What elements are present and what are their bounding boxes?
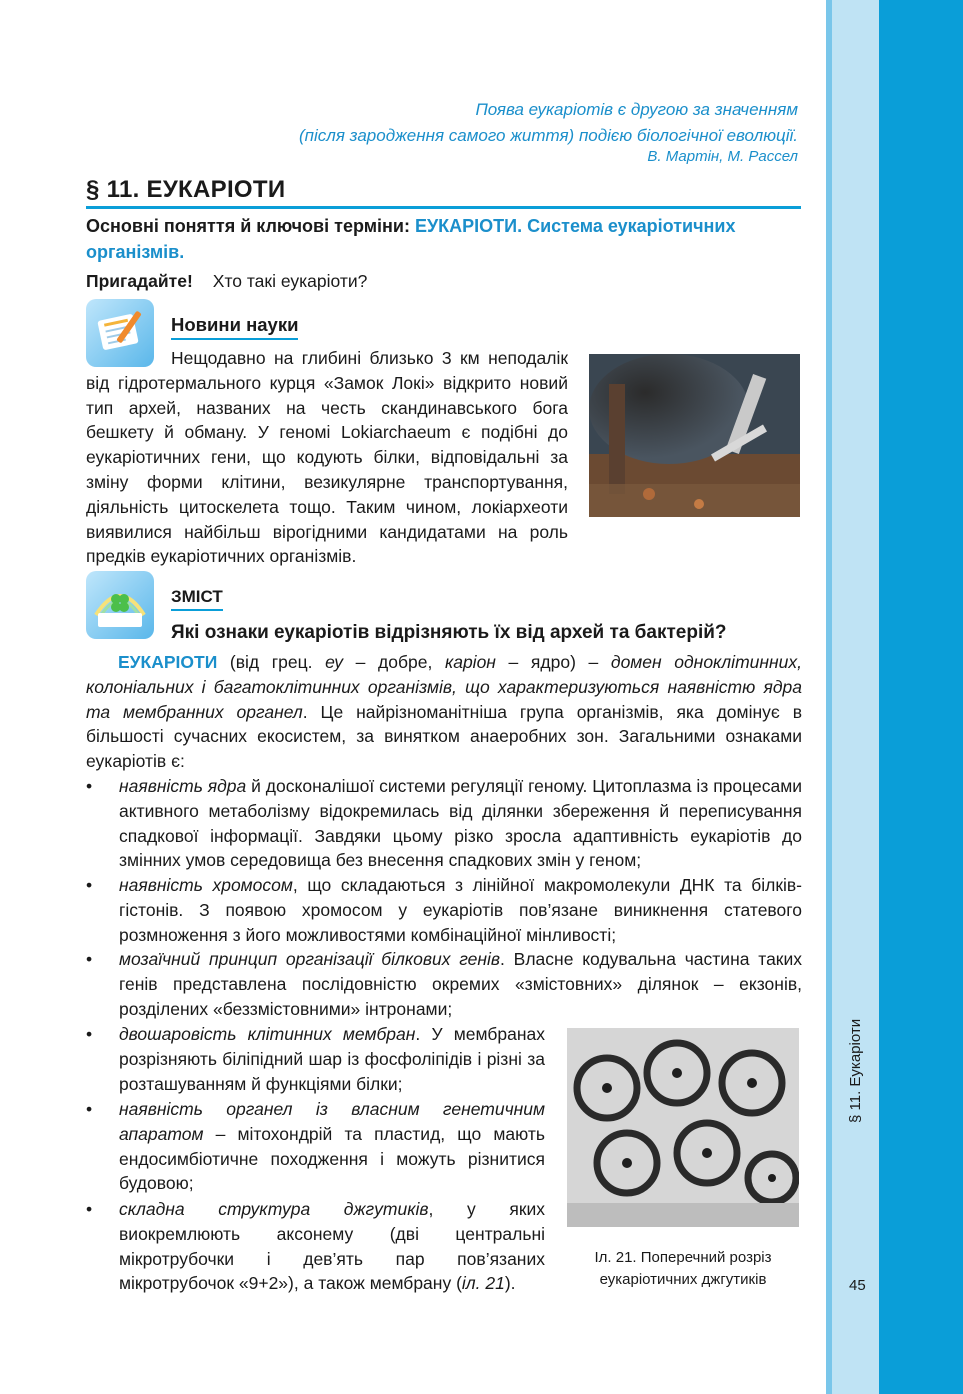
intro-paragraph: ЕУКАРІОТИ (від грец. еу – добре, каріон – ядро) – домен одноклітинних, колоніальних і багатоклітинних організмів, що характеризуються наявністю ядра та мембранних органел. Це найрізноманітніша група організмів, яка домінує в більшості сучасних екосистем, за винятком анаеробних зон. Загальними ознаками еукаріотів є: — [86, 652, 803, 772]
sidebar-light-band — [826, 0, 879, 1394]
page-number: 45 — [849, 1277, 866, 1294]
list-item: • мозаїчний принцип організації білкових генів. Власне кодувальна частина таких генів представлена послідовністю окремих «змістовних» ділянок – екзонів, розділених «беззмістовними» інтронами; — [86, 949, 802, 1019]
content-clover-book-icon — [86, 571, 154, 639]
list-item: • складна структура джгутиків, у яких виокремлюють аксонему (дві центральні мікротрубочки і дев’ять пар пов’язаних мікротрубочок «9+2»), а також мембрану (іл. 21). — [86, 1199, 545, 1294]
epigraph-line-1: Поява еукаріотів є другою за значенням — [475, 100, 798, 119]
list-item: • наявність органел із власним генетичним апаратом – мітохондрій та пластид, що мають ендосимбіотичне походження і можуть різнитися будовою; — [86, 1099, 545, 1194]
list-item: • наявність ядра й досконалішої системи регуляції геному. Цитоплазма із процесами активного метаболізму відокремилась від ділянки збереження й переписування спадкової інформації. Завдяки цьому різко зросла адаптивність еукаріотів до змінних умов середовища без внесення спадкових змін у геном; — [86, 776, 802, 871]
epigraph-author: В. Мартін, М. Рассел — [647, 148, 798, 165]
news-text: Нещодавно на глибині близько 3 км неподалік від гідротермального курця «Замок Локі» відкрито новий тип архей, названих на честь скандинавського бога бешкету й обману. У геномі Lokiarchaeum є подібні до еукаріотичних гени, що кодують білки, відповідальні за зміну форми клітини, везикулярне транспортування, діяльність цитоскелета тощо. Таким чином, локіархеоти виявилися найбільш вірогідними кандидатами на роль предків еукаріотичних організмів. — [86, 348, 568, 567]
epigraph-line-2: (після зародження самого життя) подією біологічної еволюції. — [298, 126, 798, 145]
content-title: ЗМІСТ — [171, 587, 223, 611]
side-chapter-label: § 11. Еукаріоти — [847, 1018, 864, 1123]
sidebar-edge — [826, 0, 832, 1394]
key-terms: Основні поняття й ключові терміни: ЕУКАРІОТИ. Система еукаріотичних організмів. — [86, 216, 736, 262]
sidebar-dark-band — [879, 0, 963, 1394]
list-item: • двошаровість клітинних мембран. У мембранах розрізняють біліпідний шар із фосфоліпідів і різні за розташуванням й функціями білки; — [86, 1024, 546, 1094]
section-title: § 11. ЕУКАРІОТИ — [86, 176, 286, 203]
list-item: • наявність хромосом, що складаються з лінійної макромолекули ДНК та білків-гістонів. З появою хромосом у еукаріотів пов’язане виникнення статевого розмноження з його можливостями комбінаційної мінливості; — [86, 875, 802, 945]
title-underline — [86, 206, 801, 209]
content-question: Які ознаки еукаріотів відрізняють їх від архей та бактерій? — [171, 622, 727, 643]
hydrothermal-vent-photo — [589, 354, 800, 517]
news-title: Новини науки — [171, 314, 298, 340]
figure-caption: Іл. 21. Поперечний розріз еукаріотичних джгутиків — [594, 1249, 772, 1288]
remember-prompt: Пригадайте! Хто такі еукаріоти? — [86, 271, 368, 291]
flagella-cross-section-photo — [567, 1028, 799, 1227]
